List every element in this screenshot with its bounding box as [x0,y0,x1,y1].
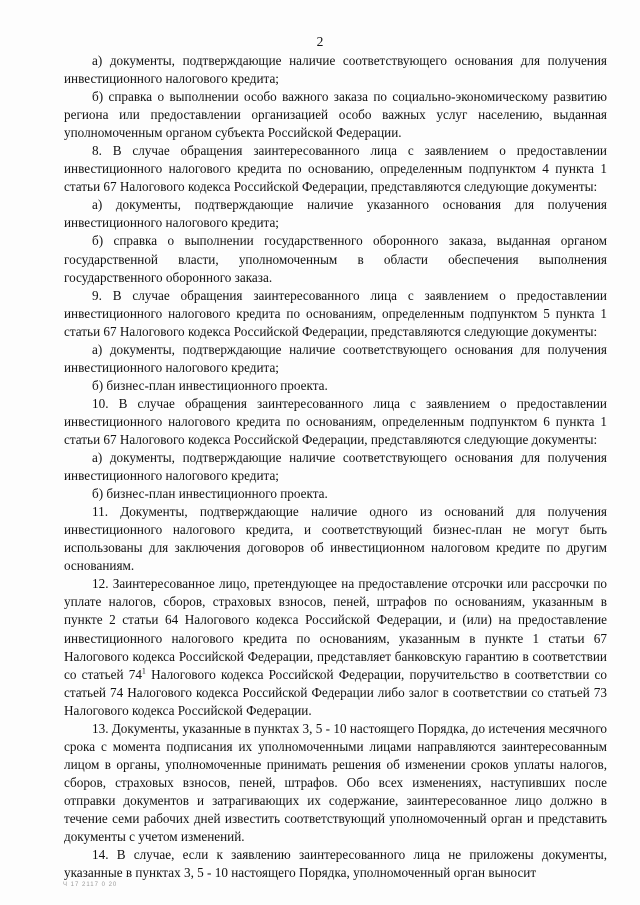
paragraph-9b: б) бизнес-план инвестиционного проекта. [92,377,328,393]
footer-mark: Ч 17 2117 0 20 [63,882,118,888]
paragraph-7a: а) документы, подтверждающие наличие соответствующего основания для получения инвестиционного налогового кредита; [64,53,607,87]
paragraph-10a: а) документы, подтверждающие наличие соответствующего основания для получения инвестиционного налогового кредита; [64,450,607,484]
paragraph-11: 11. Документы, подтверждающие наличие одного из оснований для получения инвестиционного налогового кредита, и соответствующий бизнес-план не могут быть использованы для заключения договоров об инвестиционном налоговом кредите по другим основаниям. [64,504,607,574]
paragraph-9a: а) документы, подтверждающие наличие соответствующего основания для получения инвестиционного налогового кредита; [64,341,607,375]
paragraph-12 [64,575,607,719]
paragraph-9: 9. В случае обращения заинтересованного лица с заявлением о предоставлении инвестиционного налогового кредита по основаниям, определенным подпунктом 5 пункта 1 статьи 67 Налогового кодекса Российской Федерации, представляются следующие документы: [64,287,607,339]
paragraph-10b: б) бизнес-план инвестиционного проекта. [92,486,328,502]
paragraph-8a: а) документы, подтверждающие наличие указанного основания для получения инвестиционного налогового кредита; [64,197,607,231]
paragraph-10: 10. В случае обращения заинтересованного лица с заявлением о предоставлении инвестиционного налогового кредита по основаниям, определенным подпунктом 6 пункта 1 статьи 67 Налогового кодекса Российской Федерации, представляются следующие документы: [64,395,607,447]
paragraph-12-text: 12. Заинтересованное лицо, претендующее на предоставление отсрочки или рассрочки по уплате налогов, сборов, страховых взносов, пеней, штрафов по основаниям, указанным в пункте 2 статьи 64 Налогового кодекса Российской Федерации, и (или) на предоставление инвестиционного налогового кредита по основаниям, указанным в пункте 1 статьи 67 Налогового кодекса Российской Федерации, представляет банковскую гарантию в соответствии со статьей 74 [64,576,607,682]
paragraph-8b: б) справка о выполнении государственного оборонного заказа, выданная органом государственной власти, уполномоченным в области обеспечения выполнения государственного оборонного заказа. [64,233,607,285]
article-superscript: 1 [141,666,146,676]
paragraph-7b: б) справка о выполнении особо важного заказа по социально-экономическому развитию региона или предоставлении организацией особо важных услуг населению, выданная уполномоченным органом субъекта Российской Федерации. [64,89,607,141]
document-body [64,52,607,882]
paragraph-13: 13. Документы, указанные в пунктах 3, 5 - 10 настоящего Порядка, до истечения месячного срока с момента подписания их уполномоченными лицами направляются заинтересованным лицом в органы, уполномоченные принимать решения об изменении сроков уплаты налогов, сборов, страховых взносов, пеней, штрафов. Обо всех изменениях, наступивших после отправки документов и затрагивающих их содержание, заинтересованное лицо должно в течение семи рабочих дней известить соответствующий уполномоченный орган и представить документы с учетом изменений. [64,720,607,845]
paragraph-14: 14. В случае, если к заявлению заинтересованного лица не приложены документы, указанные в пунктах 3, 5 - 10 настоящего Порядка, уполномоченный орган выносит [64,847,607,881]
paragraph-12-text-cont: Налогового кодекса Российской Федерации, поручительство в соответствии со статьей 74 Налогового кодекса Российской Федерации либо залог в соответствии со статьей 73 Налогового кодекса Российской Федерации. [64,666,607,718]
paragraph-8: 8. В случае обращения заинтересованного лица с заявлением о предоставлении инвестиционного налогового кредита по основанию, определенным подпунктом 4 пункта 1 статьи 67 Налогового кодекса Российской Федерации, представляются следующие документы: [64,143,607,195]
page-number: 2 [316,34,324,49]
